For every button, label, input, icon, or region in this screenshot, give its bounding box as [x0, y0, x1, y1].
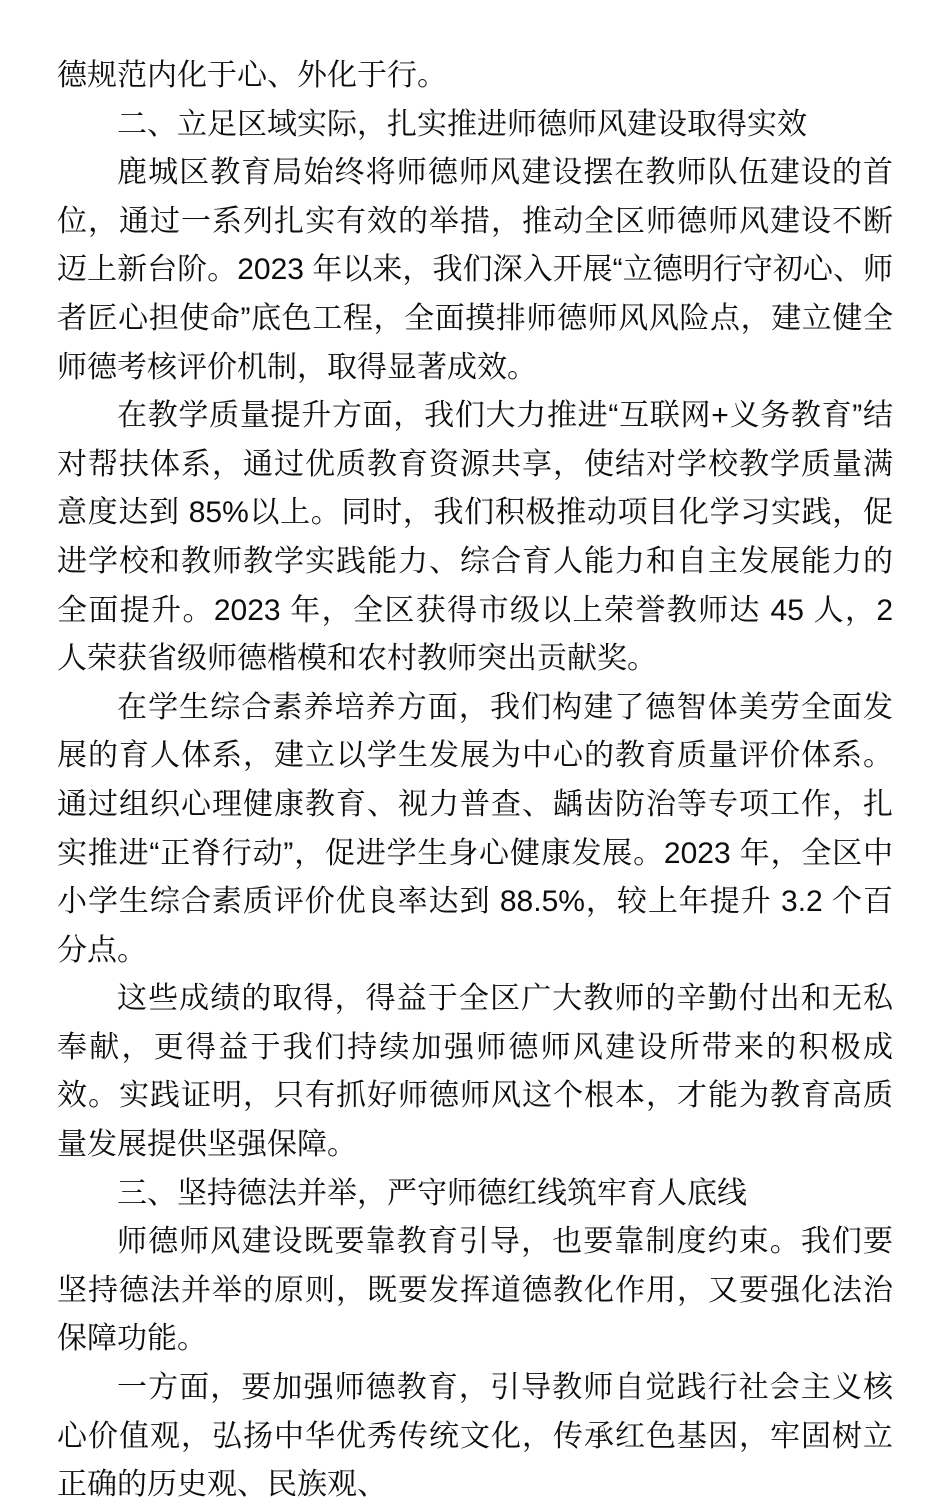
- paragraph-2-4: 这些成绩的取得，得益于全区广大教师的辛勤付出和无私奉献，更得益于我们持续加强师德师风建设所带来的积极成效。实践证明，只有抓好师德师风这个根本，才能为教育高质量发展提供坚强保障。: [57, 982, 893, 1162]
- paragraph-2-3: 在学生综合素养培养方面，我们构建了德智体美劳全面发展的育人体系，建立以学生发展为中心的教育质量评价体系。通过组织心理健康教育、视力普查、龋齿防治等专项工作，扎实推进“正脊行动”，促进学生身心健康发展。2023 年，全区中小学生综合素质评价优良率达到 88.5%，较上年提升 3.2 个百分点。: [57, 690, 893, 967]
- paragraph-2-1: 鹿城区教育局始终将师德师风建设摆在教师队伍建设的首位，通过一系列扎实有效的举措，推动全区师德师风建设不断迈上新台阶。2023 年以来，我们深入开展“立德明行守初心、师者匠心担使命”底色工程，全面摸排师德师风风险点，建立健全师德考核评价机制，取得显著成效。: [57, 156, 893, 384]
- paragraph-3-2: 一方面，要加强师德教育，引导教师自觉践行社会主义核心价值观，弘扬中华优秀传统文化，传承红色基因，牢固树立正确的历史观、民族观、: [57, 1371, 893, 1502]
- paragraph-3-1: 师德师风建设既要靠教育引导，也要靠制度约束。我们要坚持德法并举的原则，既要发挥道德教化作用，又要强化法治保障功能。: [57, 1225, 893, 1356]
- document-text-body: [57, 52, 893, 1510]
- paragraph-continuation: 德规范内化于心、外化于行。: [57, 59, 447, 92]
- paragraph-2-2: 在教学质量提升方面，我们大力推进“互联网+义务教育”结对帮扶体系，通过优质教育资源共享，使结对学校教学质量满意度达到 85%以上。同时，我们积极推动项目化学习实践，促进学校和教师教学实践能力、综合育人能力和自主发展能力的全面提升。2023 年，全区获得市级以上荣誉教师达 45 人，2 人荣获省级师德楷模和农村教师突出贡献奖。: [57, 399, 893, 676]
- section-heading-three: 三、坚持德法并举，严守师德红线筑牢育人底线: [117, 1176, 747, 1210]
- section-heading-two: 二、立足区域实际，扎实推进师德师风建设取得实效: [117, 107, 807, 141]
